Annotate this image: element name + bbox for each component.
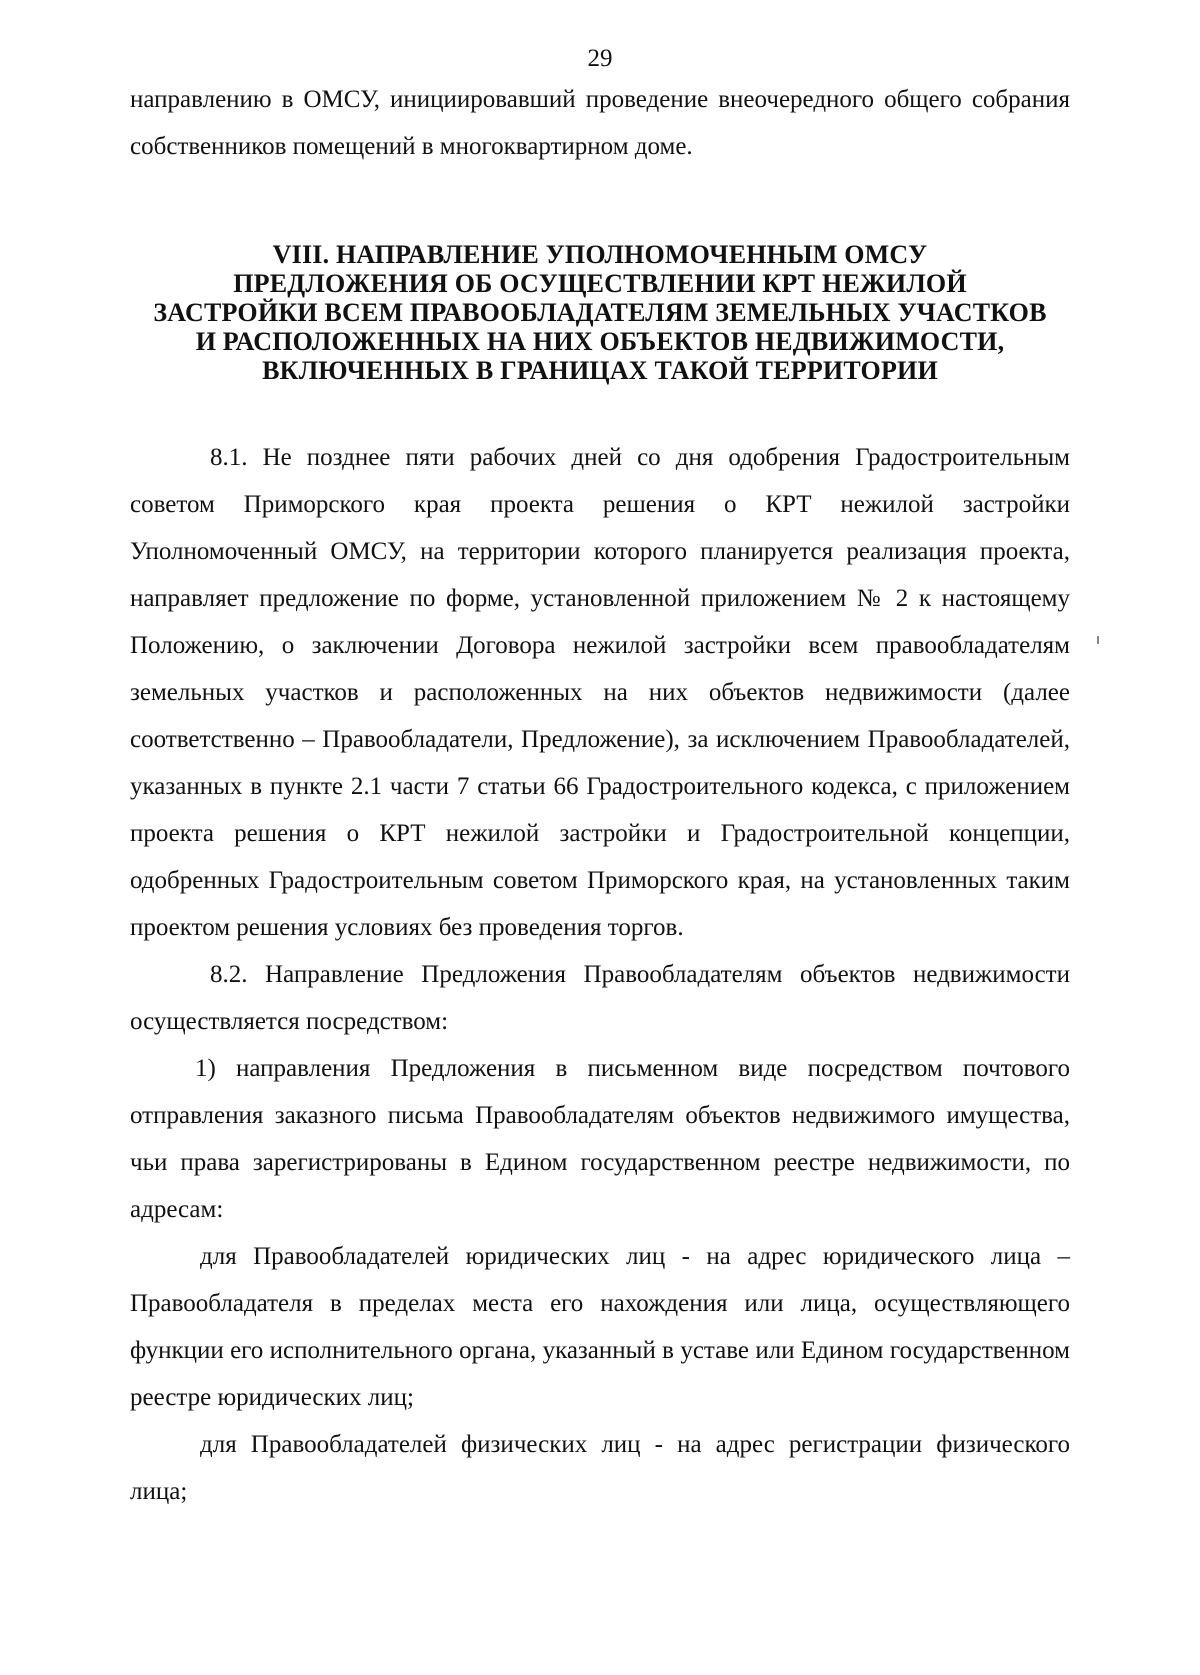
paragraph-8-1: 8.1. Не позднее пяти рабочих дней со дня одобрения Градостроительным советом Приморского края проекта решения о КРТ нежилой застройки Уполномоченный ОМСУ, на территории которого планируется реализация проекта, направляет предложение по форме, установленной приложением № 2 к настоящему Положению, о заключении Договора нежилой застройки всем правообладателям земельных участков и расположенных на них объектов недвижимости (далее соответственно – Правообладатели, Предложение), за исключением Правообладателей, указанных в пункте 2.1 части 7 статьи 66 Градостроительного кодекса, с приложением проекта решения о КРТ нежилой застройки и Градостроительной концепции, одобренных Градостроительным советом Приморского края, на установленных таким проектом решения условиях без проведения торгов. bbox=[130, 444, 1070, 941]
paragraph-legal-entities: для Правообладателей юридических лиц - на адрес юридического лица – Правообладателя в пределах места его нахождения или лица, осуществляющего функции его исполнительного органа, указанный в уставе или Едином государственном реестре юридических лиц; bbox=[130, 1243, 1070, 1411]
list-item-1: 1) направления Предложения в письменном виде посредством почтового отправления заказного письма Правообладателям объектов недвижимого имущества, чьи права зарегистрированы в Едином государственном реестре недвижимости, по адресам: bbox=[130, 1055, 1070, 1223]
section-body bbox=[130, 434, 1070, 1515]
intro-paragraph: направлению в ОМСУ, инициировавший проведение внеочередного общего собрания собственников помещений в многоквартирном доме. bbox=[130, 86, 1070, 160]
paragraph-individuals: для Правообладателей физических лиц - на адрес регистрации физического лица; bbox=[130, 1431, 1070, 1505]
section-heading-line: VIII. НАПРАВЛЕНИЕ УПОЛНОМОЧЕННЫМ ОМСУ bbox=[272, 240, 928, 269]
section-heading-line: ВКЛЮЧЕННЫХ В ГРАНИЦАХ ТАКОЙ ТЕРРИТОРИИ bbox=[262, 356, 938, 385]
section-heading-line: ЗАСТРОЙКИ ВСЕМ ПРАВООБЛАДАТЕЛЯМ ЗЕМЕЛЬНЫХ УЧАСТКОВ bbox=[153, 298, 1047, 327]
paragraph-8-2: 8.2. Направление Предложения Правообладателям объектов недвижимости осуществляется посредством: bbox=[130, 961, 1070, 1035]
section-heading bbox=[110, 240, 1090, 385]
section-heading-line: ПРЕДЛОЖЕНИЯ ОБ ОСУЩЕСТВЛЕНИИ КРТ НЕЖИЛОЙ bbox=[233, 269, 967, 298]
scan-artifact-mark bbox=[1097, 636, 1099, 644]
section-heading-line: И РАСПОЛОЖЕННЫХ НА НИХ ОБЪЕКТОВ НЕДВИЖИМОСТИ, bbox=[195, 327, 1005, 356]
page-number: 29 bbox=[587, 45, 613, 72]
intro-continuation bbox=[130, 76, 1070, 170]
